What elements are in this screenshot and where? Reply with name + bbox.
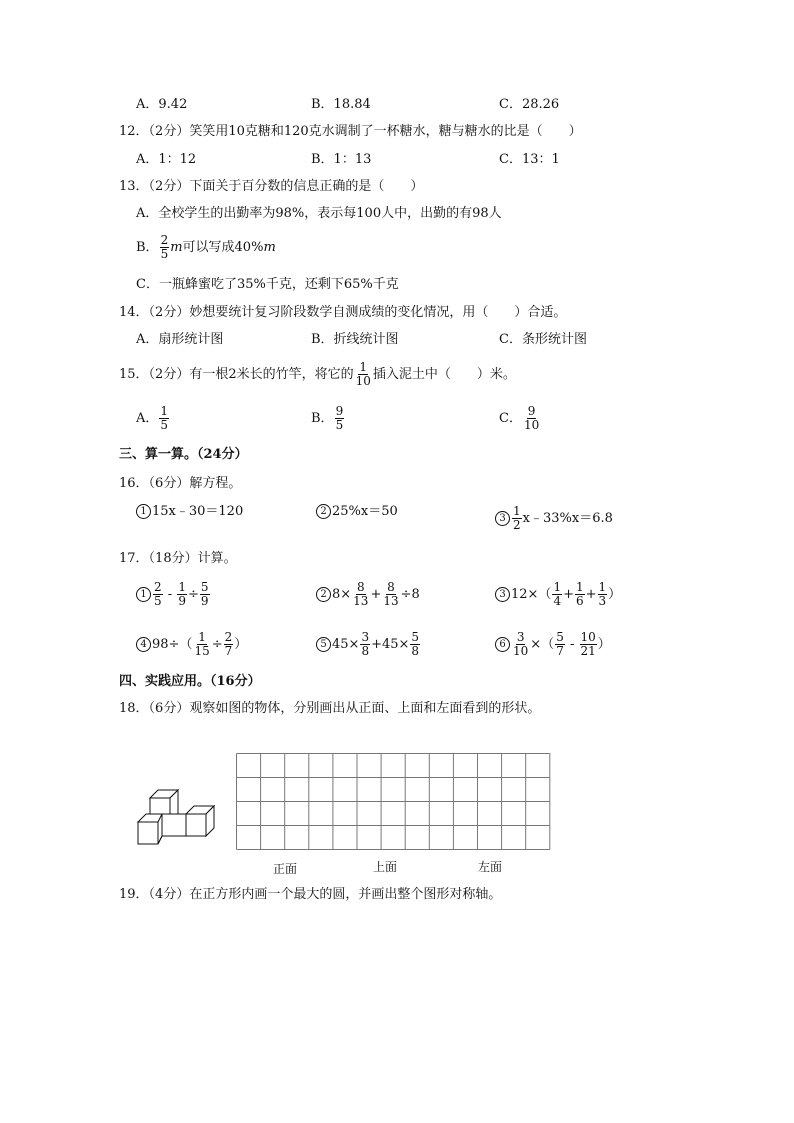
fraction: $\frac{2}{5}$ (154, 580, 162, 608)
frac-numerator: 2 (160, 233, 169, 247)
q14-stem: 14．（2分）妙想要统计复习阶段数学自测成绩的变化情况，用（ ）合适。 (119, 305, 567, 320)
q12-option-b: B．1：13 (311, 152, 372, 167)
frac-numerator: 9 (527, 404, 536, 418)
fraction: $\frac{10}{21}$ (580, 630, 596, 658)
frac-denominator: 5 (160, 247, 169, 261)
q16-eq1 (136, 503, 243, 521)
frac-numerator: 1 (359, 360, 368, 374)
fraction: $\frac{8}{13}$ (353, 580, 369, 608)
q13-stem: 13．（2分）下面关于百分数的信息正确的是（ ） (119, 179, 424, 194)
fraction: $\frac{1}{3}$ (598, 580, 607, 608)
q11-option-a: A．9.42 (136, 97, 188, 112)
q12-option-a: A．1：12 (136, 152, 197, 167)
q12-option-c: C．13：1 (499, 152, 560, 167)
section-4-heading: 四、实践应用。（16分） (119, 674, 261, 689)
circle-number: 2 (316, 504, 331, 519)
fraction: $\frac{3}{8}$ (361, 630, 370, 658)
circle-number: 6 (495, 637, 510, 652)
frac-denominator: 10 (523, 418, 540, 432)
option-label: A． (136, 411, 159, 426)
fraction: $\frac{5}{8}$ (411, 630, 420, 658)
equation: 25%x＝50 (332, 504, 398, 519)
q13-option-a: A．全校学生的出勤率为98%，表示每100人中，出勤的有98人 (136, 206, 502, 221)
q15-stem (119, 360, 516, 390)
fraction: $\frac{1}{6}$ (575, 580, 584, 608)
option-label: B． (311, 411, 334, 426)
var-m: m (263, 240, 276, 255)
frac-denominator: 10 (355, 374, 371, 388)
drawing-grid[interactable] (236, 753, 551, 851)
q15-option-c (499, 402, 541, 436)
q15-option-b (311, 402, 345, 436)
frac-numerator: 9 (335, 404, 344, 418)
label-left-view: 左面 (478, 860, 503, 874)
fraction: $\frac{1}{15}$ (194, 630, 210, 658)
q14-option-b: B．折线统计图 (311, 332, 399, 347)
q17-expr-1: 1 $\frac{2}{5}$ - $\frac{1}{9}$ ÷ $\frac{5}{9}$ (136, 578, 211, 612)
q15-option-a (136, 402, 170, 436)
circle-number: 1 (136, 587, 151, 602)
q17-expr-5: 5 45× $\frac{3}{8}$ +45× $\frac{5}{8}$ (316, 628, 421, 662)
circle-number: 3 (495, 587, 510, 602)
q14-option-c: C．条形统计图 (499, 332, 587, 347)
circle-number: 5 (316, 637, 331, 652)
q15-stem-post: 插入泥土中（ ）米。 (372, 367, 516, 382)
q18-stem: 18．（6分）观察如图的物体，分别画出从正面、上面和左面看到的形状。 (119, 701, 541, 716)
fraction: $\frac{1}{4}$ (553, 580, 562, 608)
var-m: m (170, 240, 183, 255)
option-label: C． (499, 411, 522, 426)
eq3-fraction (512, 505, 522, 532)
q15-b-fraction (335, 405, 345, 432)
q17-expr-6: 6 $\frac{3}{10}$ ×（ $\frac{5}{7}$ - $\frac{10}{21}$ ） (495, 628, 611, 662)
frac-denominator: 5 (160, 418, 169, 432)
circle-number: 1 (136, 504, 151, 519)
q17-stem: 17．（18分）计算。 (119, 551, 237, 566)
equation: x﹣33%x＝6.8 (522, 511, 613, 526)
fraction: $\frac{1}{9}$ (178, 580, 186, 608)
q11-option-b: B．18.84 (311, 97, 371, 112)
fraction: $\frac{5}{9}$ (200, 580, 209, 608)
q11-option-c: C．28.26 (499, 97, 560, 112)
q17-expr-3: 3 12×（ $\frac{1}{4}$ + $\frac{1}{6}$ + $\frac{1}{3}$ ） (495, 578, 621, 612)
q15-c-fraction (523, 405, 540, 432)
q16-eq3 (495, 503, 613, 535)
fraction: $\frac{2}{7}$ (224, 630, 233, 658)
q16-stem: 16．（6分）解方程。 (119, 476, 242, 491)
q13-option-b-text: 可以写成40% (182, 240, 264, 255)
circle-number: 4 (136, 637, 151, 652)
q13-option-b (136, 233, 276, 263)
frac-denominator: 5 (335, 418, 344, 432)
frac-numerator: 1 (160, 404, 169, 418)
q17-expr-2: 2 8× $\frac{8}{13}$ + $\frac{8}{13}$ ÷8 (316, 578, 420, 612)
q13-b-fraction (160, 234, 170, 261)
q14-option-a: A．扇形统计图 (136, 332, 224, 347)
circle-number: 3 (495, 511, 510, 526)
frac-numerator: 1 (513, 504, 521, 518)
q13-option-c: C．一瓶蜂蜜吃了35%千克，还剩下65%千克 (136, 277, 399, 292)
fraction: $\frac{5}{7}$ (556, 630, 564, 658)
fraction: $\frac{8}{13}$ (383, 580, 399, 608)
label-front-view: 正面 (273, 862, 298, 876)
q15-stem-pre: 15．（2分）有一根2米长的竹竿，将它的 (119, 367, 354, 382)
label-top-view: 上面 (373, 860, 398, 874)
q12-stem: 12．（2分）笑笑用10克糖和120克水调制了一杯糖水，糖与糖水的比是（ ） (119, 124, 582, 139)
cube-stack-figure (134, 786, 224, 848)
q13-option-b-label: B． (136, 240, 159, 255)
fraction: $\frac{3}{10}$ (513, 630, 529, 658)
q16-eq2 (316, 503, 398, 521)
q19-stem: 19．（4分）在正方形内画一个最大的圆，并画出整个图形对称轴。 (119, 887, 502, 902)
q17-expr-4: 4 98÷（ $\frac{1}{15}$ ÷ $\frac{2}{7}$ ） (136, 628, 247, 662)
frac-denominator: 2 (513, 518, 521, 532)
section-3-heading: 三、算一算。（24分） (119, 447, 248, 462)
q15-a-fraction (159, 405, 169, 432)
equation: 15x﹣30＝120 (152, 504, 244, 519)
q15-fraction (355, 361, 372, 388)
circle-number: 2 (316, 587, 331, 602)
